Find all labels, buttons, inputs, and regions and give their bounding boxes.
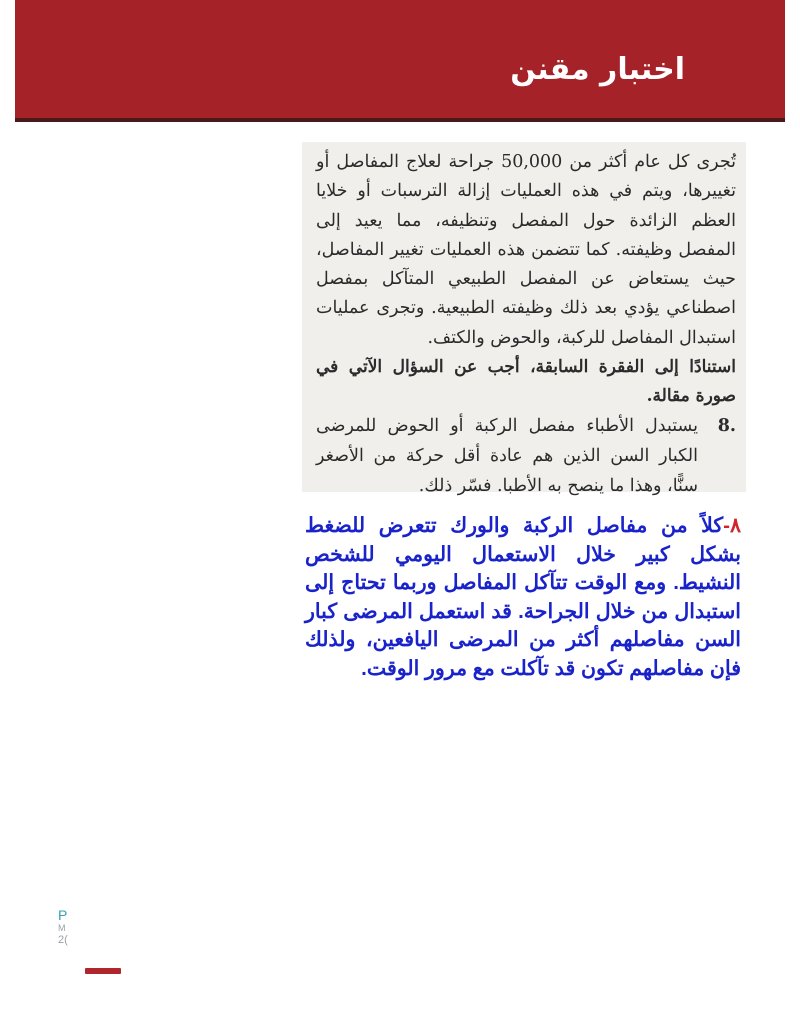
footer-mark-y: 2( — [58, 934, 68, 946]
question-instruction: استنادًا إلى الفقرة السابقة، أجب عن السؤال الآتي في صورة مقالة. — [316, 357, 736, 407]
textbook-excerpt — [302, 142, 746, 497]
question-text: يستبدل الأطباء مفصل الركبة أو الحوض للمرضى الكبار السن الذين هم عادة أقل حركة من الأصغر سنًّا، وهذا ما ينصح به الأطبا. فسّر ذلك. — [316, 416, 698, 497]
page-header — [15, 0, 785, 122]
question-item — [316, 411, 736, 501]
page-title: اختبار مقنن — [510, 52, 685, 87]
footer-mark-m: M — [58, 923, 66, 933]
answer-text-block — [305, 512, 741, 683]
footer-cut-text — [58, 908, 78, 952]
answer-number: ٨- — [723, 514, 741, 537]
footer-accent-bar — [85, 968, 121, 974]
answer-body: كلاً من مفاصل الركبة والورك تتعرض للضغط بشكل كبير خلال الاستعمال اليومي للشخص النشيط. ومع الوقت تتآكل المفاصل وربما تحتاج إلى استبدال من خلال الجراحة. قد استعمل المرضى كبار السن مفاصلهم أكثر من المرضى اليافعين، ولذلك فإن مفاصلهم تكون قد تآكلت مع مرور الوقت. — [305, 514, 741, 680]
question-number: 8. — [717, 416, 736, 437]
footer-mark-p: P — [58, 908, 68, 923]
reading-passage: تُجرى كل عام أكثر من 50,000 جراحة لعلاج المفاصل أو تغييرها، ويتم في هذه العمليات إزالة الترسبات أو خلايا العظم الزائدة حول المفصل وتنظيفه، مما يعيد إلى المفصل وظيفته. كما تتضمن هذه العمليات تغيير المفاصل، حيث يستعاض عن المفصل الطبيعي المتآكل بمفصل اصطناعي يؤدي بعد ذلك وظيفته الطبيعية. وتجرى عمليات استبدال المفاصل للركبة، والحوض والكتف. — [316, 152, 736, 348]
